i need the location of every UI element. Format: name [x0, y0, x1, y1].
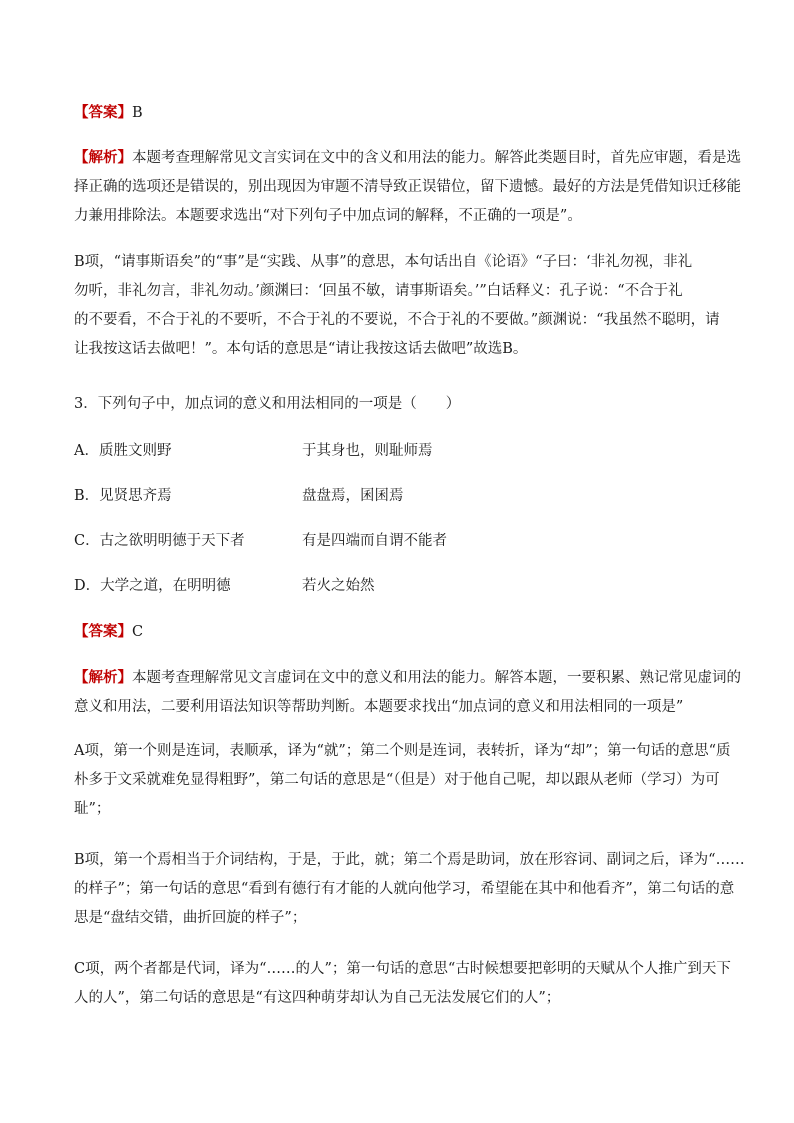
paragraph-line: 耻”； [74, 801, 111, 817]
paragraph-line: 的样子”；第一句话的意思“看到有德行有才能的人就向他学习，希望能在其中和他看齐”，第二句话的意 [74, 881, 735, 897]
question-3-stem: 3．下列句子中，加点词的意义和用法相同的一项是（ ） [74, 396, 461, 412]
question-option-a [74, 440, 724, 462]
analysis-text-line: 力兼用排除法。本题要求选出“对下列句子中加点词的解释，不正确的一项是”。 [74, 208, 582, 224]
paragraph-line: 人的人”，第二句话的意思是“有这四种萌芽却认为自己无法发展它们的人”； [74, 990, 561, 1006]
answer-line-1 [74, 98, 724, 128]
option-right: 若火之始然 [302, 578, 375, 594]
option-right: 盘盘焉，囷囷焉 [302, 488, 404, 504]
analysis-paragraph-1 [74, 143, 741, 231]
paragraph-line: 朴多于文采就难免显得粗野”，第二句话的意思是“（但是）对于他自己呢，却以跟从老师（学习）为可 [74, 772, 720, 788]
answer-value: C [132, 624, 144, 640]
option-left: C．古之欲明明德于天下者 [74, 533, 245, 549]
analysis-text-line: 意义和用法，二要利用语法知识等帮助判断。本题要求找出“加点词的意义和用法相同的一项是” [74, 699, 684, 715]
answer-line-2 [74, 617, 724, 647]
item-b-paragraph [74, 846, 745, 933]
analysis-text-line: 本题考查理解常见文言虚词在文中的意义和用法的能力。解答本题，一要积累、熟记常见虚词的 [132, 670, 741, 686]
paragraph-line: 勿听，非礼勿言，非礼勿动。’颜渊曰：‘回虽不敏，请事斯语矣。’”白话释义：孔子说：“不合于礼 [74, 283, 683, 299]
paragraph-line: C项，两个者都是代词，译为“……的人”；第一句话的意思“古时候想要把彰明的天赋从个人推广到天下 [74, 961, 731, 977]
option-left: A．质胜文则野 [74, 443, 172, 459]
paragraph-line: 思是“盘结交错，曲折回旋的样子”； [74, 910, 307, 926]
option-left: B．见贤思齐焉 [74, 488, 172, 504]
paragraph-line: 的不要看，不合于礼的不要听，不合于礼的不要说，不合于礼的不要做。”颜渊说：“我虽然不聪明，请 [74, 312, 720, 328]
analysis-paragraph-2 [74, 663, 741, 722]
analysis-tag: 【解析】 [74, 149, 132, 166]
b-explanation-paragraph [74, 248, 724, 364]
answer-value: B [132, 105, 143, 121]
analysis-tag: 【解析】 [74, 669, 132, 686]
analysis-text-line: 本题考查理解常见文言实词在文中的含义和用法的能力。解答此类题目时，首先应审题，看是选 [132, 150, 741, 166]
question-option-d [74, 575, 724, 597]
analysis-text-line: 择正确的选项还是错误的，别出现因为审题不清导致正误错位，留下遗憾。最好的方法是凭借知识迁移能 [74, 179, 741, 195]
item-a-paragraph [74, 737, 731, 824]
option-right: 于其身也，则耻师焉 [302, 443, 433, 459]
item-c-paragraph [74, 955, 731, 1013]
question-option-c [74, 530, 724, 552]
paragraph-line: B项，第一个焉相当于介词结构，于是，于此，就；第二个焉是助词，放在形容词、副词之后，译为“…… [74, 852, 745, 868]
option-left: D．大学之道，在明明德 [74, 578, 231, 594]
answer-tag: 【答案】 [74, 623, 132, 640]
option-right: 有是四端而自谓不能者 [302, 533, 447, 549]
answer-tag: 【答案】 [74, 104, 132, 121]
paragraph-line: A项，第一个则是连词，表顺承，译为“就”；第二个则是连词，表转折，译为“却”；第一句话的意思“质 [74, 743, 731, 759]
question-option-b [74, 485, 724, 507]
paragraph-line: B项，“请事斯语矣”的“事”是“实践、从事”的意思，本句话出自《论语》“子曰：‘非礼勿视，非礼 [74, 254, 693, 270]
paragraph-line: 让我按这话去做吧！”。本句话的意思是“请让我按这话去做吧”故选B。 [74, 341, 528, 357]
